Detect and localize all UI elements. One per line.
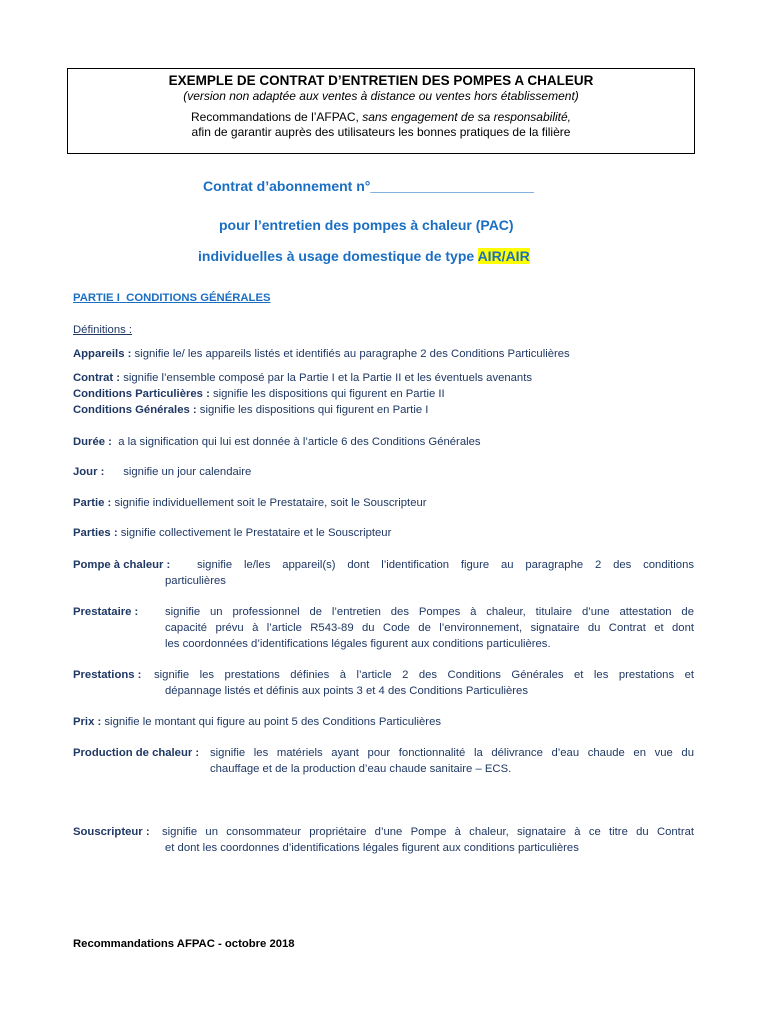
term-parties: Parties : — [73, 527, 118, 539]
term-prix: Prix : — [73, 716, 102, 728]
term-partie: Partie : — [73, 497, 112, 509]
text-souscripteur-line-1: signifie un consommateur propriétaire d’une Pompe à chaleur, signataire à ce titre du Contrat — [162, 826, 694, 838]
contract-purpose-line: pour l’entretien des pompes à chaleur (PAC) — [219, 217, 514, 233]
definitions-heading: Définitions : — [73, 324, 133, 336]
text-souscripteur-line-2: et dont les coordonnes d’identifications légales figurent aux conditions particulières — [165, 842, 579, 854]
text-prestataire-line-3: les coordonnées d’identifications légales figurent aux conditions particulières. — [165, 638, 551, 650]
contract-type-prefix: individuelles à usage domestique de type — [198, 248, 478, 264]
recommendation-line-2: afin de garantir auprès des utilisateurs les bonnes pratiques de la filière — [191, 125, 571, 139]
def-partie — [73, 495, 427, 511]
air-air-highlight: AIR/AIR — [477, 248, 530, 264]
term-prestations-label: Prestations : — [73, 669, 142, 681]
page-footer: Recommandations AFPAC - octobre 2018 — [73, 938, 295, 950]
def-parties — [73, 525, 391, 541]
text-duree: a la signification qui lui est donnée à l’article 6 des Conditions Générales — [111, 436, 481, 448]
text-contrat: signifie l’ensemble composé par la Partie I et la Partie II et les éventuels avenants — [120, 372, 533, 384]
term-prestataire-label: Prestataire : — [73, 606, 139, 618]
def-conditions-generales — [73, 402, 428, 418]
text-prestations-line-2: dépannage listés et définis aux points 3 et 4 des Conditions Particulières — [165, 685, 528, 697]
def-contrat — [73, 370, 532, 386]
def-appareils — [73, 346, 570, 362]
text-prestataire-line-1: signifie un professionnel de l’entretien des Pompes à chaleur, titulaire d’une attestation de — [165, 606, 694, 618]
term-pompe-a-chaleur — [73, 557, 170, 573]
term-conditions-generales: Conditions Générales : — [73, 404, 197, 416]
text-conditions-particulieres: signifie les dispositions qui figurent en Partie II — [209, 388, 445, 400]
text-pompe-line-2: particulières — [165, 575, 226, 587]
text-prestations-line-1: signifie les prestations définies à l’article 2 des Conditions Générales et les prestations et — [154, 669, 694, 681]
recommendation-line — [68, 110, 694, 124]
text-production-line-2: chauffage et de la production d’eau chaude sanitaire – ECS. — [210, 763, 512, 775]
def-jour — [73, 464, 251, 480]
recommendation-prefix: Recommandations de l’AFPAC, — [191, 110, 363, 124]
term-production-label: Production de chaleur : — [73, 747, 200, 759]
def-prix — [73, 714, 441, 730]
partie-heading — [73, 292, 271, 304]
text-parties: signifie collectivement le Prestataire et le Souscripteur — [117, 527, 392, 539]
term-prestations — [73, 667, 141, 683]
text-partie: signifie individuellement soit le Prestataire, soit le Souscripteur — [111, 497, 427, 509]
contract-type-line — [198, 248, 530, 264]
header-box — [67, 68, 695, 154]
document-subtitle: (version non adaptée aux ventes à distance ou ventes hors établissement) — [183, 89, 579, 103]
recommendation-italic: sans engagement de sa responsabilité, — [362, 110, 571, 124]
term-pompe-label: Pompe à chaleur : — [73, 559, 171, 571]
text-prestataire-line-2: capacité prévu à l’article R543-89 du Code de l’environnement, signataire du Contrat et dont — [165, 622, 694, 634]
term-souscripteur — [73, 824, 150, 840]
term-souscripteur-label: Souscripteur : — [73, 826, 150, 838]
contract-number-line: Contrat d’abonnement n°_____________________ — [203, 178, 534, 194]
text-production-line-1: signifie les matériels ayant pour fonctionnalité la délivrance d’eau chaude en vue du — [210, 747, 694, 759]
text-prix: signifie le montant qui figure au point 5 des Conditions Particulières — [101, 716, 441, 728]
text-jour: signifie un jour calendaire — [104, 466, 252, 478]
partie-title: CONDITIONS GÉNÉRALES — [126, 292, 271, 304]
def-duree — [73, 434, 481, 450]
text-pompe-line-1: signifie le/les appareil(s) dont l’identification figure au paragraphe 2 des conditions — [197, 559, 694, 571]
term-appareils: Appareils : — [73, 348, 132, 360]
term-production-de-chaleur — [73, 745, 199, 761]
term-conditions-particulieres: Conditions Particulières : — [73, 388, 210, 400]
text-conditions-generales: signifie les dispositions qui figurent en Partie I — [196, 404, 429, 416]
text-appareils: signifie le/ les appareils listés et identifiés au paragraphe 2 des Conditions Particulières — [131, 348, 570, 360]
term-contrat: Contrat : — [73, 372, 121, 384]
def-conditions-particulieres — [73, 386, 445, 402]
term-duree: Durée : — [73, 436, 112, 448]
term-jour: Jour : — [73, 466, 105, 478]
term-prestataire — [73, 604, 138, 620]
document-title: EXEMPLE DE CONTRAT D’ENTRETIEN DES POMPES A CHALEUR — [168, 73, 594, 88]
partie-label: PARTIE I — [73, 292, 120, 304]
